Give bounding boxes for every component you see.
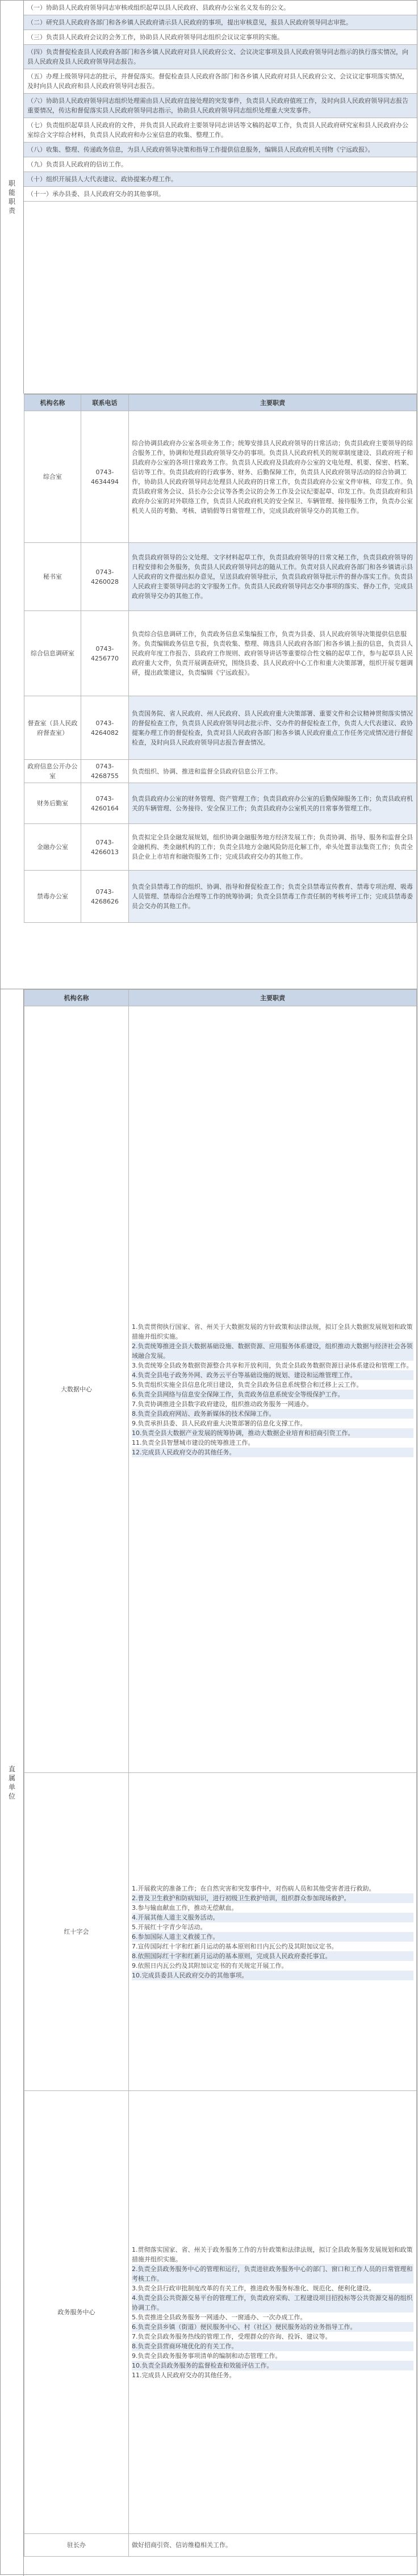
unit-duty-item: 9.依照日内瓦公约及其附加议定书的有关规定开展工作。 <box>132 1962 288 1969</box>
unit-name: 大数据中心 <box>24 1006 129 1773</box>
unit-name: 政务服务中心 <box>24 2091 129 2534</box>
units-header-row <box>24 990 417 1006</box>
unit-duty-item: 5.负责组织实施全县信息化项目建设，负责全县政务信息系统整合和迁移上云工作。 <box>132 1381 363 1389</box>
unit-duty-item: 10.负责全县大数据产业发展的统筹协调，推动大数据企业培育和招商引资工作。 <box>132 1428 413 1438</box>
unit-duty-item: 1.开展救灾的准备工作；在自然灾害和突发事件中，对伤病人员和其他受害者进行救助。 <box>132 1884 375 1892</box>
unit-duty-item: 9.负责全县政务服务事项清单的编制和动态管理工作。 <box>132 2352 282 2360</box>
dept-name: 综合信息调研室 <box>24 611 81 696</box>
dept-duties: 负责县政府领导的公文处理、文字材料起草工作，负责县政府领导的日常文秘工作，负责县政府领导的日程安排和会务服务，负责县人民政府领导同志的随从工作。负责对县人民政府各部门和各乡镇请示县人民政府的文件提出拟办意见，呈送县政府领导批示，负责县政府领导批示件的督办落实工作。负责县人民政府主要领导同志的文字服务工作。负责县人民政府领导同志交办事项的落实、督办工作，完成县政府领导交办的其他工作。 <box>129 543 417 611</box>
dept-duties: 综合协调县政府办公室各项业务工作；统筹安排县人民政府领导的日常活动；负责县政府主要领导的综合服务工作，协调和处理县政府领导交办的事项。负责县人民政府机关的规章制度建设、县政府班子和县政府办公室的各项日常政务工作。负责县人民政府及县政府办公室的文电处理、机要、保密、档案、信访等工作。负责县政府的行政事务、财务、后勤保障工作，负责县人民政府领导活动的综合协调工作，协助县人民政府领导同志处理县人民政府的日常工作，负责县政府办公室文件审核、印发工作。负责县政府常务会议、县长办公会议等各类会议的会务工作及会议纪要起草、印发工作。负责县政府和县政府办公室的对外联络工作，负责县人民政府机关的安全保卫、车辆管理、接待服务工作，负责办公室机关人员的考勤、考核、请销假等日常管理工作，完成县政府领导交办的其他工作。 <box>129 411 417 543</box>
internal-departments-table <box>24 394 417 923</box>
subordinate-units-section <box>1 989 417 2576</box>
unit-duty-item: 2.普及卫生救护和防病知识，进行初级卫生救护培训，组织群众参加现场救护。 <box>132 1893 413 1903</box>
unit-duty-item: 做好招商引资、信访维稳相关工作。 <box>132 2541 232 2549</box>
unit-duty-item: 8.依照国际红十字和红新月运动的基本原则，完成县人民政府委托事宜。 <box>132 1951 413 1961</box>
dept-phone: 0743-4268755 <box>81 760 129 783</box>
unit-duty-item: 6.参加国际人道主义救援工作。 <box>132 1932 413 1942</box>
unit-duty-item: 11.负责全县智慧城市建设的统筹推进工作。 <box>132 1438 254 1446</box>
dept-name: 秘书室 <box>24 543 81 611</box>
table-row <box>24 696 417 760</box>
header-duties: 主要职责 <box>129 395 417 411</box>
unit-duties <box>129 1006 417 1773</box>
unit-duty-item: 1.贯彻落实国家、省、州关于政务服务工作的方针政策和法律法规，拟订全县政务服务发展规划和政策措施并组织实施。 <box>132 2245 413 2263</box>
dept-name: 禁毒办公室 <box>24 871 81 923</box>
duty-item: （五）办理上级领导同志的批示，并督促落实。督促检查县人民政府各部门和各乡镇人民政府对县人民政府公文、会议议定事项落实情况，及时向县人民政府和县人民政府领导同志报告。 <box>24 69 417 94</box>
unit-duty-item: 10.负责全县政务服务的监督检查和效能评估工作。 <box>132 2361 413 2370</box>
duties-section <box>1 1 417 394</box>
unit-duty-item: 11.完成县人民政府交办的其他任务。 <box>132 2371 236 2379</box>
unit-duty-item: 7.负责协调推进全县数字政府建设，组织推动政务服务一网通办。 <box>132 1400 313 1408</box>
table-row <box>24 871 417 923</box>
unit-duty-item: 6.负责全县网络与信息安全保障工作，负责政务信息系统安全等级保护工作。 <box>132 1390 413 1399</box>
dept-name: 政府信息公开办公室 <box>24 760 81 783</box>
unit-duties <box>129 1773 417 2091</box>
unit-row <box>24 1773 417 2091</box>
unit-duty-item: 5.开展红十字青少年活动。 <box>132 1923 207 1931</box>
header-dept-name: 机构名称 <box>24 395 81 411</box>
unit-duty-item: 5.负责推进全县政务服务一网通办、一窗通办、一次办成工作。 <box>132 2313 307 2321</box>
dept-name: 督查室（县人民政府督查室） <box>24 696 81 760</box>
unit-duty-item: 2.负责统筹推进全县大数据基础设施、数据资源、应用服务体系建设，组织推动大数据与经济社会各领域融合发展。 <box>132 1342 413 1360</box>
unit-duty-item: 4.负责全县电子政务外网、政务云平台等基础设施的规划、建设和运维管理工作。 <box>132 1370 413 1380</box>
dept-phone: 0743-4260164 <box>81 783 129 824</box>
table-row <box>24 543 417 611</box>
unit-duty-item: 3.参与输血献血工作，推动无偿献血。 <box>132 1904 238 1912</box>
unit-duty-item: 6.负责全县乡镇（街道）便民服务中心、村（社区）便民服务站的业务指导工作。 <box>132 2322 413 2332</box>
dept-phone: 0743-4634494 <box>81 411 129 543</box>
duty-item: （四）负责督促检查县人民政府各部门和各乡镇人民政府对县人民政府公文、会议决定事项及县人民政府领导同志指示的执行落实情况，向县人民政府及县人民政府领导同志报告。 <box>24 45 417 69</box>
dept-phone: 0743-4260028 <box>81 543 129 611</box>
table-row <box>24 411 417 543</box>
dept-phone: 0743-4266013 <box>81 824 129 871</box>
table-row <box>24 824 417 871</box>
dept-duties: 负责综合信息调研工作，负责政务信息采集编报工作，负责为县委、县人民政府领导决策提供信息服务。负责编辑政务信息专报，负责收集、整理、筛选县人民政府各部门和各乡镇上报的信息，负责县人民政府年度工作报告、县政府工作规则、政府领导讲话等重要综合性文稿的起草工作，参与起草县人民政府重大文件，负责开展调查研究，围绕县委、县人民政府中心工作和重大决策部署，组织开展专题调研，提出政策建议，负责编辑《宁远政报》。 <box>129 611 417 696</box>
subordinate-units-label-cell <box>1 989 24 2576</box>
unit-duty-item: 7.负责全县政务服务热线的管理工作，受理群众的咨询、投诉、建议等。 <box>132 2332 332 2340</box>
dept-duties: 负责组织、协调、推进和监督全县政府信息公开工作。 <box>129 760 417 783</box>
internal-departments-section <box>24 394 417 988</box>
subordinate-units <box>24 989 417 2557</box>
unit-duties <box>129 2091 417 2534</box>
dept-phone: 0743-4268626 <box>81 871 129 923</box>
dept-phone: 0743-4264082 <box>81 696 129 760</box>
duty-item: （十一）承办县委、县人民政府交办的其他事项。 <box>24 187 417 202</box>
duty-item: （六）协助县人民政府领导同志组织处理需由县人民政府直接处理的突发事件，负责县人民政府值班工作，及时向县人民政府领导同志报告重要情况，传达和督促落实县人民政府领导同志指示，协助县人民政府领导同志组织处理重大突发事件。 <box>24 94 417 118</box>
duties-section-label: 职能职责 <box>8 179 15 215</box>
unit-duty-item: 1.负责贯彻执行国家、省、州关于大数据发展的方针政策和法律法规，拟订全县大数据发展规划和政策措施并组织实施。 <box>132 1323 413 1340</box>
duties-section-label-cell <box>1 1 24 394</box>
unit-duty-item: 8.负责全县营商环境优化的有关工作。 <box>132 2341 413 2351</box>
units-header-name: 机构名称 <box>24 990 129 1006</box>
table-row <box>24 611 417 696</box>
table-row <box>24 783 417 824</box>
table-row <box>24 760 417 783</box>
dept-phone: 0743-4256770 <box>81 611 129 696</box>
duty-item: （三）负责县人民政府会议的会务工作，协助县人民政府领导同志组织会议议定事项的实施。 <box>24 30 417 45</box>
unit-duty-item: 10.完成县委县人民政府交办的其他事项。 <box>132 1971 413 1980</box>
duty-item: （十）组织开展县人大代表建议、政协提案办理工作。 <box>24 172 417 187</box>
subordinate-units-label: 直属单位 <box>8 1765 15 1800</box>
duty-item: （二）研究县人民政府各部门和各乡镇人民政府请示县人民政府的事项，提出审核意见，报县人民政府领导同志审批。 <box>24 15 417 30</box>
unit-name: 红十字会 <box>24 1773 129 2091</box>
units-header-duties: 主要职责 <box>129 990 417 1006</box>
dept-duties: 负责国务院、省人民政府、州人民政府、县人民政府重大决策部署、重要文件和会议精神贯彻落实情况的督促检查工作，负责县人民政府领导同志批示件、交办件的督促检查工作，负责人大代表建议、政协提案办理工作的督促检查，负责对县人民政府各部门和各乡镇人民政府重点工作任务完成情况进行督促检查，及时向县人民政府领导同志报告督查情况。 <box>129 696 417 760</box>
dept-duties: 负责县政府办公室的财务管理、资产管理工作；负责县政府办公室的后勤保障服务工作；负责县政府机关的车辆管理、公务接待、安全保卫工作；负责县政府办公室机关的日常事务管理工作。 <box>129 783 417 824</box>
dept-duties: 负责拟定全县金融发展规划，组织协调金融服务地方经济发展工作；负责协调、指导、服务和监督全县金融机构、类金融机构的工作；负责全县地方金融风险防范化解工作，牵头处置非法集资工作；负责全县企业上市培育和融资服务工作；完成县政府交办的其他工作。 <box>129 824 417 871</box>
subordinate-units-table <box>24 989 417 2557</box>
dept-name: 财务后勤室 <box>24 783 81 824</box>
dept-name: 综合室 <box>24 411 81 543</box>
header-phone: 联系电话 <box>81 395 129 411</box>
duties-list <box>24 1 417 202</box>
unit-row <box>24 2091 417 2534</box>
table-header-row <box>24 395 417 411</box>
unit-duty-item: 4.负责全县公共资源交易平台的管理工作，负责政府采购、工程建设项目招投标等公共资源交易的组织协调工作。 <box>132 2294 413 2311</box>
unit-duty-item: 7.宣传国际红十字和红新月运动的基本原则和日内瓦公约及其附加议定书。 <box>132 1942 338 1950</box>
duty-item: （七）负责组织起草县人民政府的文件，并负责县人民政府主要领导同志讲话等文稿的起草工作，负责县人民政府研究室和县人民政府办公室综合文字综合材料，负责县人民政府和办公室信息的收集、整理工作。 <box>24 118 417 143</box>
duty-item: （八）收集、整理、传递政务信息，为县人民政府领导决策和指导工作提供信息服务，编辑县人民政府机关刊物《宁远政报》。 <box>24 143 417 157</box>
unit-name: 驻长办 <box>24 2534 129 2557</box>
unit-row <box>24 1006 417 1773</box>
dept-name: 金融办公室 <box>24 824 81 871</box>
unit-duty-item: 3.负责统筹全县政务数据资源整合共享和开放利用，负责全县政务数据资源目录体系建设和管理工作。 <box>132 1361 413 1369</box>
unit-duty-item: 3.负责全县行政审批制度改革的有关工作，推进政务服务标准化、规范化、便利化建设。 <box>132 2284 375 2292</box>
unit-duty-item: 12.完成县人民政府交办的其他任务。 <box>132 1448 413 1457</box>
unit-duties <box>129 2534 417 2557</box>
unit-duty-item: 8.负责全县政府网站、政务新媒体的技术保障工作。 <box>132 1409 413 1419</box>
unit-duty-item: 9.负责承担县委、县人民政府重大决策部署的信息化支撑工作。 <box>132 1419 307 1427</box>
duty-item: （一）协助县人民政府领导同志审核或组织起草以县人民政府、县政府办公室名义发布的公文。 <box>24 1 417 15</box>
duty-item: （九）负责县人民政府的信访工作。 <box>24 157 417 172</box>
unit-duty-item: 2.负责全县政务服务中心的管理和运行，负责进驻政务服务中心的部门、窗口和工作人员的日常管理和考核工作。 <box>132 2265 413 2282</box>
unit-duty-item: 4.开展其他人道主义服务活动。 <box>132 1913 413 1922</box>
unit-row <box>24 2534 417 2557</box>
dept-duties: 负责全县禁毒工作的组织、协调、指导和督促检查工作；负责全县禁毒宣传教育、禁毒专项治理、吸毒人员管理、禁毒综合治理等工作的统筹协调；负责全县禁毒工作责任制的考核考评工作；完成县禁毒委员会交办的其他工作。 <box>129 871 417 923</box>
